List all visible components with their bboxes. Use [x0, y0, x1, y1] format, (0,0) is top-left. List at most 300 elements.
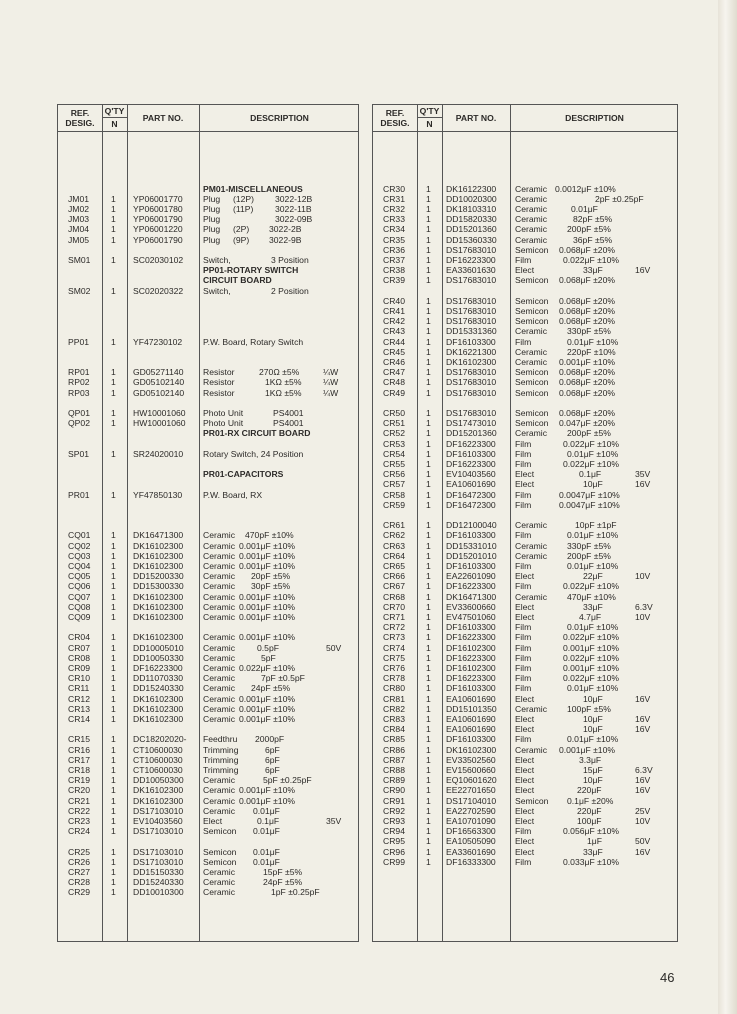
part-no-cell: DK16102300: [133, 540, 184, 551]
part-value-cell: 20pF ±5%: [251, 571, 291, 582]
part-no-cell: EQ10601620: [446, 775, 497, 786]
part-value-cell: 0.01μF ±10%: [567, 336, 619, 347]
part-no-cell: CT10600030: [133, 754, 183, 765]
part-type-cell: Ceramic: [203, 775, 235, 786]
part-no-cell: DK16102300: [133, 550, 184, 561]
part-type-cell: Ceramic: [515, 346, 547, 357]
part-value-cell: 0.0012μF ±10%: [555, 183, 616, 194]
part-type-cell: Elect: [515, 724, 535, 735]
ref-desig-cell: CR29: [68, 887, 90, 898]
ref-desig-cell: CR24: [68, 826, 90, 837]
qty-cell: 1: [111, 540, 116, 551]
part-no-cell: EA10601690: [446, 693, 496, 704]
ref-desig-cell: CR74: [383, 642, 405, 653]
qty-cell: 1: [426, 571, 431, 582]
qty-cell: 1: [111, 214, 116, 225]
part-type-cell: Photo Unit: [203, 408, 244, 418]
ref-desig-cell: CR68: [383, 591, 405, 602]
part-type-cell: Elect: [515, 836, 535, 847]
part-no-cell: DD10020300: [446, 193, 497, 204]
ref-desig-cell: CR44: [383, 336, 405, 347]
qty-cell: 1: [111, 693, 116, 704]
blank-row: [58, 306, 358, 316]
qty-cell: 1: [111, 663, 116, 673]
parts-table-right: [372, 104, 678, 942]
part-type-cell: Plug: [203, 204, 221, 214]
part-type-cell: Plug: [203, 224, 221, 235]
part-no-cell: DK16102300: [133, 703, 184, 714]
part-value-cell: 0.022μF ±10%: [563, 652, 620, 663]
table-row: [373, 255, 677, 265]
qty-cell: 1: [111, 571, 116, 582]
qty-cell: 1: [111, 775, 116, 786]
section-heading: PR01-CAPACITORS: [203, 469, 284, 480]
part-value-cell: 0.022μF ±10%: [239, 663, 296, 673]
part-value-cell: 10μF: [583, 775, 603, 786]
part-value-cell: 10μF: [583, 693, 603, 704]
part-type-cell: Trimming: [203, 744, 239, 755]
ref-desig-cell: CR28: [68, 877, 90, 888]
blank-row: [58, 510, 358, 520]
qty-cell: 1: [426, 479, 431, 490]
part-type-cell: Ceramic: [515, 520, 547, 531]
table-row: [373, 541, 677, 551]
table-row: [58, 337, 358, 347]
ref-desig-cell: CR33: [383, 214, 405, 225]
part-value-cell: 3.3μF: [579, 754, 602, 765]
qty-cell: 1: [111, 856, 116, 867]
part-type-cell: Film: [515, 734, 532, 745]
qty-cell: 1: [426, 652, 431, 663]
table-row: [58, 530, 358, 540]
ref-desig-cell: CR90: [383, 785, 405, 796]
part-type-cell: Trimming: [203, 765, 239, 775]
part-value-cell: 0.01μF ±10%: [567, 734, 619, 745]
part-type-cell: P.W. Board, RX: [203, 489, 263, 500]
table-row: [373, 826, 677, 836]
ref-desig-cell: CR58: [383, 489, 405, 500]
part-value-cell: 0.01μF ±10%: [567, 561, 619, 571]
qty-cell: 1: [111, 642, 116, 653]
part-value-cell: (11P): [233, 204, 254, 214]
table-row: [373, 551, 677, 561]
ref-desig-cell: CQ03: [68, 550, 91, 561]
part-no-cell: DD12100040: [446, 520, 497, 531]
part-value-cell: 0.022μF ±10%: [563, 459, 620, 469]
part-type-cell: Ceramic: [203, 805, 235, 816]
part-no-cell: DF16563300: [446, 826, 496, 837]
part-type-cell: Semicon: [515, 367, 549, 378]
table-row: [58, 653, 358, 663]
part-no-cell: DF16223300: [446, 581, 496, 592]
part-type-cell: Ceramic: [203, 714, 235, 724]
ref-desig-cell: CR10: [68, 673, 90, 684]
ref-desig-cell: QP02: [68, 418, 90, 429]
part-no-cell: DK16102300: [133, 612, 184, 622]
table-row: [373, 724, 677, 734]
part-rating-cell: 3022-9B: [269, 234, 302, 245]
part-no-cell: DS17683010: [446, 408, 497, 418]
part-rating-cell: ¼W: [323, 387, 339, 398]
part-value-cell: 0.001μF ±10%: [559, 744, 616, 755]
table-row: [58, 418, 358, 428]
qty-cell: 1: [426, 336, 431, 347]
part-rating-cell: 10V: [635, 571, 651, 582]
ref-desig-cell: CR11: [68, 683, 90, 694]
part-value-cell: 0.047μF ±20%: [559, 418, 616, 429]
table-row: [373, 714, 677, 724]
qty-cell: 1: [111, 703, 116, 714]
ref-desig-cell: CR31: [383, 193, 405, 204]
ref-desig-cell: CQ01: [68, 530, 91, 541]
qty-cell: 1: [111, 816, 116, 826]
qty-cell: 1: [426, 775, 431, 786]
ref-desig-cell: CR27: [68, 867, 90, 877]
part-no-cell: DK16122300: [446, 183, 497, 194]
ref-desig-cell: CR67: [383, 581, 405, 592]
part-type-cell: Film: [515, 561, 532, 571]
blank-row: [58, 296, 358, 306]
ref-desig-cell: CR64: [383, 550, 405, 561]
table-row: [58, 694, 358, 704]
part-type-cell: Semicon: [515, 377, 549, 388]
part-no-cell: YP06001790: [133, 234, 183, 245]
part-type-cell: Semicon: [515, 295, 549, 306]
part-no-cell: DS17683010: [446, 377, 497, 388]
part-value-cell: 0.068μF ±20%: [559, 377, 616, 388]
part-type-cell: Semicon: [515, 408, 549, 418]
ref-desig-cell: CR53: [383, 438, 405, 449]
ref-desig-cell: CR70: [383, 601, 405, 612]
part-value-cell: 0.5pF: [257, 642, 279, 653]
section-heading: CIRCUIT BOARD: [203, 275, 272, 286]
part-type-cell: Ceramic: [203, 530, 235, 541]
part-no-cell: DK16471300: [446, 591, 497, 602]
table-row: [58, 704, 358, 714]
part-no-cell: DS17103010: [133, 846, 184, 857]
blank-row: [58, 836, 358, 846]
ref-desig-cell: CR04: [68, 632, 90, 643]
part-value-cell: (12P): [233, 193, 255, 204]
part-value-cell: 0.01μF: [253, 846, 280, 857]
qty-cell: 1: [111, 581, 116, 592]
blank-row: [58, 316, 358, 326]
part-type-cell: Switch,: [203, 285, 231, 296]
qty-cell: 1: [426, 765, 431, 775]
ref-desig-cell: CR80: [383, 683, 405, 694]
part-value-cell: 0.001μF ±10%: [239, 550, 296, 561]
qty-cell: 1: [426, 673, 431, 684]
table-row: [373, 347, 677, 357]
part-no-cell: DC18202020-: [133, 734, 187, 745]
ref-desig-cell: CQ06: [68, 581, 91, 592]
qty-cell: 1: [426, 428, 431, 439]
ref-desig-cell: CR57: [383, 479, 405, 490]
part-value-cell: 82pF ±5%: [573, 214, 613, 225]
part-type-cell: Plug: [203, 193, 221, 204]
ref-desig-cell: CR75: [383, 652, 405, 663]
table-row: [373, 581, 677, 591]
ref-desig-cell: CR71: [383, 612, 405, 622]
part-no-cell: GD05102140: [133, 387, 185, 398]
part-type-cell: Ceramic: [203, 591, 235, 602]
part-no-cell: DF16103300: [446, 448, 496, 459]
table-row: [58, 377, 358, 387]
part-type-cell: Semicon: [515, 795, 549, 806]
qty-cell: 1: [426, 499, 431, 510]
part-type-cell: Film: [515, 581, 532, 592]
qty-cell: 1: [426, 550, 431, 561]
qty-cell: 1: [426, 183, 431, 194]
part-value-cell: 0.068μF ±20%: [559, 408, 616, 418]
table-row: [373, 643, 677, 653]
part-value-cell: PS4001: [273, 418, 304, 429]
part-value-cell: 100μF: [577, 816, 602, 826]
qty-cell: 1: [426, 703, 431, 714]
qty-cell: 1: [426, 438, 431, 449]
part-type-cell: Film: [515, 826, 532, 837]
parts-table-left: [57, 104, 359, 942]
part-type-cell: Elect: [515, 765, 535, 775]
part-type-cell: Ceramic: [515, 234, 547, 245]
part-no-cell: DF16223300: [446, 632, 496, 643]
part-no-cell: DD15331360: [446, 326, 497, 337]
part-type-cell: Ceramic: [203, 652, 235, 663]
part-no-cell: YF47230102: [133, 336, 183, 347]
part-no-cell: DK16102300: [446, 357, 497, 367]
part-no-cell: YP06001780: [133, 204, 183, 214]
table-row: [373, 785, 677, 795]
table-row: [58, 235, 358, 245]
part-type-cell: Ceramic: [203, 571, 235, 582]
ref-desig-cell: SP01: [68, 448, 90, 459]
table-row: [58, 612, 358, 622]
qty-cell: 1: [426, 805, 431, 816]
ref-desig-cell: SM01: [68, 255, 91, 265]
part-no-cell: YF47850130: [133, 489, 183, 500]
qty-cell: 1: [426, 612, 431, 622]
part-no-cell: YP06001220: [133, 224, 183, 235]
ref-desig-cell: CR38: [383, 265, 405, 276]
table-row: [58, 581, 358, 591]
part-value-cell: 100pF ±5%: [567, 703, 611, 714]
part-no-cell: GD05102140: [133, 377, 185, 388]
qty-cell: 1: [111, 387, 116, 398]
part-no-cell: EA33601690: [446, 846, 496, 857]
part-type-cell: Elect: [515, 693, 535, 704]
qty-cell: 1: [111, 204, 116, 214]
ref-desig-cell: CR35: [383, 234, 405, 245]
part-value-cell: 1KΩ ±5%: [265, 377, 302, 388]
part-value-cell: 15μF: [583, 765, 603, 775]
ref-desig-cell: JM02: [68, 204, 90, 214]
ref-desig-cell: CR66: [383, 571, 405, 582]
part-type-cell: Film: [515, 336, 532, 347]
table-row: [373, 388, 677, 398]
qty-cell: 1: [426, 693, 431, 704]
part-rating-cell: ¼W: [323, 377, 339, 388]
part-type-cell: Ceramic: [515, 357, 547, 367]
part-no-cell: DS17683010: [446, 295, 497, 306]
part-no-cell: SC02020322: [133, 285, 184, 296]
ref-desig-cell: CR16: [68, 744, 90, 755]
blank-row: [58, 520, 358, 530]
section-heading: PR01-RX CIRCUIT BOARD: [203, 428, 311, 439]
table-row: [373, 612, 677, 622]
part-type-cell: Elect: [515, 805, 535, 816]
part-rating-cell: 10V: [635, 816, 651, 826]
ref-desig-cell: CR32: [383, 204, 405, 214]
ref-desig-cell: CR93: [383, 816, 405, 826]
ref-desig-cell: CR91: [383, 795, 405, 806]
part-no-cell: EV47501060: [446, 612, 496, 622]
part-value-cell: 6pF: [265, 744, 280, 755]
ref-desig-cell: CR73: [383, 632, 405, 643]
part-type-cell: Semicon: [203, 856, 237, 867]
section-heading: PM01-MISCELLANEOUS: [203, 183, 303, 194]
part-type-cell: Ceramic: [515, 204, 547, 214]
part-value-cell: 0.01μF: [253, 826, 280, 837]
qty-cell: 1: [111, 744, 116, 755]
part-type-cell: Film: [515, 856, 532, 867]
part-no-cell: YP06001790: [133, 214, 183, 225]
ref-desig-cell: CR81: [383, 693, 405, 704]
part-rating-cell: 16V: [635, 724, 651, 735]
part-rating-cell: 16V: [635, 775, 651, 786]
part-no-cell: DF16103300: [446, 622, 496, 633]
table-row: [373, 775, 677, 785]
table-row: [373, 306, 677, 316]
part-no-header: PART NO.: [142, 113, 184, 123]
part-value-cell: 0.001μF ±10%: [239, 540, 296, 551]
part-type-cell: Feedthru: [203, 734, 238, 745]
part-type-cell: Ceramic: [203, 693, 235, 704]
part-type-cell: Elect: [515, 714, 535, 724]
table-row: [373, 326, 677, 336]
qty-cell: 1: [426, 836, 431, 847]
ref-desig-cell: CR83: [383, 714, 405, 724]
qty-cell: 1: [426, 622, 431, 633]
n-header: N: [426, 119, 433, 129]
blank-row: [58, 479, 358, 489]
part-no-cell: SR24020010: [133, 448, 184, 459]
part-type-cell: Film: [515, 459, 532, 469]
table-row: [373, 530, 677, 540]
part-value-cell: 2000pF: [255, 734, 285, 745]
table-row: [58, 204, 358, 214]
qty-cell: 1: [426, 754, 431, 765]
n-header: N: [111, 119, 118, 129]
table-row: [373, 184, 677, 194]
part-no-cell: HW10001060: [133, 418, 186, 429]
part-type-cell: Film: [515, 448, 532, 459]
qty-cell: 1: [426, 581, 431, 592]
part-type-cell: Ceramic: [203, 581, 235, 592]
table-row: [373, 449, 677, 459]
table-row: [373, 694, 677, 704]
part-no-cell: DD15201360: [446, 428, 497, 439]
part-value-cell: 22μF: [583, 571, 603, 582]
part-type-cell: Ceramic: [203, 612, 235, 622]
qty-cell: 1: [426, 367, 431, 378]
table-row: [58, 877, 358, 887]
part-rating-cell: 50V: [635, 836, 651, 847]
ref-desig-cell: CR51: [383, 418, 405, 429]
part-type-cell: Ceramic: [515, 744, 547, 755]
table-row: [373, 337, 677, 347]
part-no-cell: DS17104010: [446, 795, 497, 806]
ref-desig-cell: SM02: [68, 285, 91, 296]
part-no-cell: DD15201010: [446, 550, 497, 561]
ref-desig-cell: CQ07: [68, 591, 91, 602]
part-type-cell: Film: [515, 683, 532, 694]
qty-cell: 1: [111, 367, 116, 378]
qty-cell: 1: [111, 714, 116, 724]
table-row: [373, 663, 677, 673]
table-row: [58, 847, 358, 857]
part-no-cell: EA22601090: [446, 571, 496, 582]
table-row: [373, 571, 677, 581]
part-value-cell: 4.7μF: [579, 612, 602, 622]
part-rating-cell: 35V: [326, 816, 342, 826]
part-type-cell: Ceramic: [515, 550, 547, 561]
part-type-cell: Elect: [515, 846, 535, 857]
part-no-cell: DF16223300: [446, 459, 496, 469]
qty-cell: 1: [426, 357, 431, 367]
part-no-cell: DS17103010: [133, 856, 184, 867]
part-type-cell: Ceramic: [203, 540, 235, 551]
part-type-cell: Semicon: [515, 387, 549, 398]
table-row: [373, 520, 677, 530]
part-no-cell: DK16102300: [133, 714, 184, 724]
table-row: [58, 673, 358, 683]
part-value-cell: 10pF ±1pF: [575, 520, 617, 531]
part-type-cell: Ceramic: [203, 550, 235, 561]
part-no-cell: EA10505090: [446, 836, 496, 847]
part-value-cell: 0.001μF ±10%: [239, 795, 296, 806]
part-type-cell: Semicon: [203, 826, 237, 837]
qty-cell: 1: [111, 765, 116, 775]
qty-cell: 1: [111, 632, 116, 643]
table-row: [373, 632, 677, 642]
part-no-cell: DF16223300: [446, 438, 496, 449]
part-rating-cell: 16V: [635, 479, 651, 490]
part-value-cell: 0.068μF ±20%: [559, 367, 616, 378]
qty-cell: 1: [111, 673, 116, 684]
part-value-cell: 220μF: [577, 785, 602, 796]
qty-cell: 1: [426, 234, 431, 245]
part-no-cell: DF16102300: [446, 642, 496, 653]
table-header: [373, 105, 677, 132]
part-no-cell: DK16102300: [133, 785, 184, 796]
blank-row: [58, 439, 358, 449]
part-rating-cell: 16V: [635, 265, 651, 276]
qty-cell: 1: [426, 520, 431, 531]
part-value-cell: 0.056μF ±10%: [563, 826, 620, 837]
table-row: [58, 796, 358, 806]
table-row: [373, 418, 677, 428]
part-no-cell: EE22701650: [446, 785, 496, 796]
ref-desig-cell: CR95: [383, 836, 405, 847]
part-no-cell: DD10005010: [133, 642, 184, 653]
part-value-cell: 30pF ±5%: [251, 581, 291, 592]
part-type-cell: Photo Unit: [203, 418, 244, 429]
part-type-cell: Ceramic: [203, 683, 235, 694]
ref-desig-cell: CR25: [68, 846, 90, 857]
ref-desig-header: REF. DESIG.: [380, 108, 410, 128]
part-rating-cell: ¼W: [323, 367, 339, 378]
part-value-cell: 0.001μF ±10%: [563, 642, 620, 653]
